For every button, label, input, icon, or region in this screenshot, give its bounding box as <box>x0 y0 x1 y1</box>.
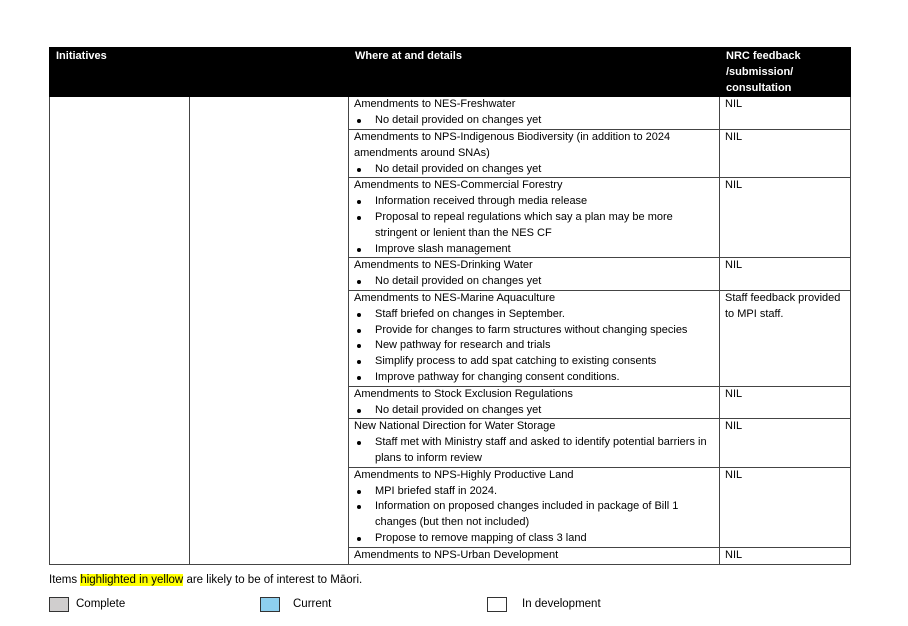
blank-initiative-subcell <box>190 386 349 419</box>
table-row <box>50 178 851 258</box>
feedback-cell: Staff feedback provided to MPI staff. <box>720 290 851 386</box>
blank-initiative-subcell <box>190 547 349 564</box>
item-title: Amendments to NES-Freshwater <box>354 98 516 111</box>
table-row <box>50 290 851 386</box>
details-cell <box>349 178 720 258</box>
blank-initiative-cell <box>50 258 190 291</box>
feedback-cell: NIL <box>720 129 851 177</box>
item-title: Amendments to NES-Drinking Water <box>354 259 533 272</box>
blank-initiative-cell <box>50 386 190 419</box>
feedback-cell: NIL <box>720 419 851 467</box>
detail-bullet: Information received through media release <box>354 194 714 210</box>
detail-bullets <box>354 194 714 257</box>
detail-bullet: Simplify process to add spat catching to existing consents <box>354 354 714 370</box>
details-cell <box>349 547 720 564</box>
item-title: Amendments to NPS-Indigenous Biodiversity (in addition to 2024 amendments around SNAs) <box>354 130 671 159</box>
blank-initiative-cell <box>50 547 190 564</box>
blank-initiative-cell <box>50 419 190 467</box>
detail-bullets <box>354 435 714 467</box>
blank-initiative-subcell <box>190 258 349 291</box>
legend-complete-label: Complete <box>76 598 126 610</box>
table-row <box>50 467 851 547</box>
details-cell <box>349 419 720 467</box>
details-cell <box>349 467 720 547</box>
detail-bullets <box>354 403 714 419</box>
legend-current-label: Current <box>293 598 332 610</box>
note-text-after: are likely to be of interest to Māori. <box>183 574 363 586</box>
item-title: Amendments to NPS-Highly Productive Land <box>354 468 574 481</box>
detail-bullets <box>354 162 714 178</box>
feedback-cell: NIL <box>720 467 851 547</box>
feedback-cell: NIL <box>720 547 851 564</box>
feedback-cell: NIL <box>720 178 851 258</box>
legend-in-development-label: In development <box>522 598 601 610</box>
table-row <box>50 547 851 564</box>
note-text-before: Items <box>49 574 81 586</box>
detail-bullet: Staff briefed on changes in September. <box>354 307 714 323</box>
detail-bullet: Proposal to repeal regulations which say a plan may be more stringent or lenient than the NES CF <box>354 210 714 242</box>
blank-initiative-subcell <box>190 419 349 467</box>
detail-bullet: No detail provided on changes yet <box>354 113 714 129</box>
item-title: Amendments to NES-Marine Aquaculture <box>354 291 556 304</box>
table-row <box>50 419 851 467</box>
details-cell <box>349 97 720 130</box>
initiatives-table <box>49 47 851 565</box>
details-cell <box>349 386 720 419</box>
blank-initiative-cell <box>50 467 190 547</box>
detail-bullet: No detail provided on changes yet <box>354 403 714 419</box>
table-header-row <box>50 48 851 97</box>
header-where-at-and-details: Where at and details <box>349 48 720 97</box>
details-cell <box>349 129 720 177</box>
highlight-note <box>49 574 362 586</box>
detail-bullet: New pathway for research and trials <box>354 338 714 354</box>
item-title: Amendments to NES-Commercial Forestry <box>354 179 563 192</box>
blank-initiative-subcell <box>190 467 349 547</box>
blank-initiative-subcell <box>190 97 349 130</box>
detail-bullet: Improve pathway for changing consent conditions. <box>354 370 714 386</box>
legend-current-swatch <box>260 597 280 612</box>
detail-bullets <box>354 113 714 129</box>
detail-bullets <box>354 274 714 290</box>
legend-complete-swatch <box>49 597 69 612</box>
header-nrc-feedback: NRC feedback /submission/ consultation <box>720 48 851 97</box>
feedback-cell: NIL <box>720 258 851 291</box>
details-cell <box>349 290 720 386</box>
detail-bullet: No detail provided on changes yet <box>354 274 714 290</box>
blank-initiative-cell <box>50 178 190 258</box>
item-title: Amendments to Stock Exclusion Regulations <box>354 387 573 400</box>
blank-initiative-cell <box>50 129 190 177</box>
table-row <box>50 258 851 291</box>
detail-bullets <box>354 307 714 386</box>
table-row <box>50 97 851 130</box>
detail-bullet: No detail provided on changes yet <box>354 162 714 178</box>
blank-initiative-cell <box>50 290 190 386</box>
detail-bullet: Information on proposed changes included in package of Bill 1 changes (but then not included) <box>354 499 714 531</box>
detail-bullet: Propose to remove mapping of class 3 land <box>354 531 714 547</box>
blank-initiative-subcell <box>190 178 349 258</box>
feedback-cell: NIL <box>720 386 851 419</box>
detail-bullet: MPI briefed staff in 2024. <box>354 484 714 500</box>
table-row <box>50 129 851 177</box>
item-title: New National Direction for Water Storage <box>354 420 556 433</box>
note-highlight: highlighted in yellow <box>80 574 184 586</box>
detail-bullet: Improve slash management <box>354 242 714 258</box>
detail-bullet: Staff met with Ministry staff and asked to identify potential barriers in plans to inform review <box>354 435 714 467</box>
blank-initiative-cell <box>50 97 190 130</box>
legend-in-development-swatch <box>487 597 507 612</box>
blank-initiative-subcell <box>190 290 349 386</box>
detail-bullets <box>354 484 714 547</box>
blank-initiative-subcell <box>190 129 349 177</box>
table-body <box>50 97 851 564</box>
detail-bullet: Provide for changes to farm structures without changing species <box>354 323 714 339</box>
header-initiatives: Initiatives <box>50 48 349 97</box>
item-title: Amendments to NPS-Urban Development <box>354 548 559 561</box>
feedback-cell: NIL <box>720 97 851 130</box>
table-row <box>50 386 851 419</box>
details-cell <box>349 258 720 291</box>
